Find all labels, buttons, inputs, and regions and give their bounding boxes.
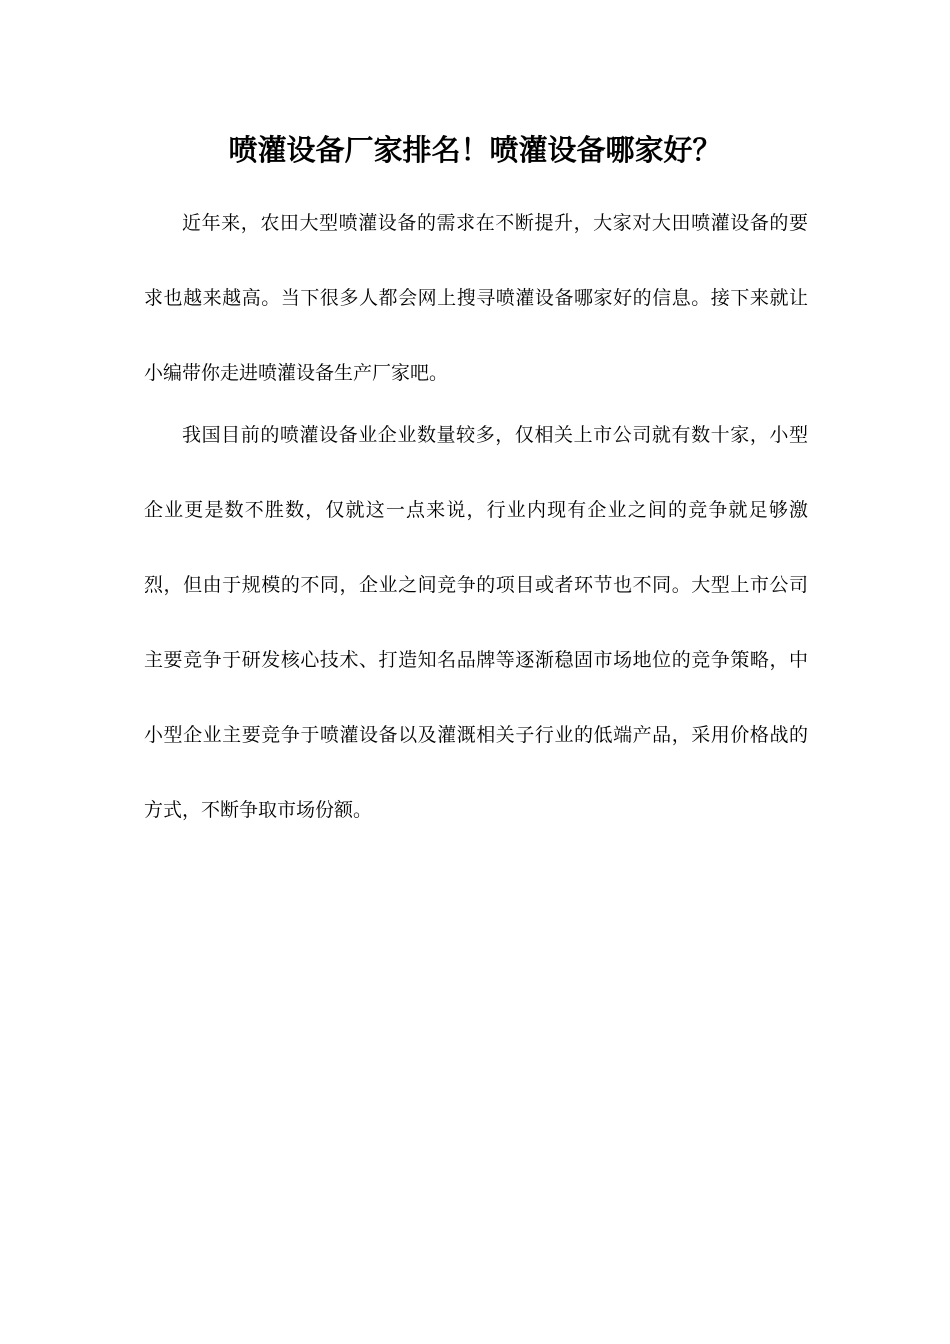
paragraph-industry-competition: 我国目前的喷灌设备业企业数量较多，仅相关上市公司就有数十家，小型企业更是数不胜数，仅就这一点来说，行业内现有企业之间的竞争就足够激烈，但由于规模的不同，企业之间竞争的项目或者环节也不同。大型上市公司主要竞争于研发核心技术、打造知名品牌等逐渐稳固市场地位的竞争策略，中小型企业主要竞争于喷灌设备以及灌溉相关子行业的低端产品，采用价格战的方式，不断争取市场份额。 — [144, 424, 808, 821]
document-title: 喷灌设备厂家排名！喷灌设备哪家好？ — [228, 133, 722, 167]
paragraph-intro: 近年来，农田大型喷灌设备的需求在不断提升，大家对大田喷灌设备的要求也越来越高。当下很多人都会网上搜寻喷灌设备哪家好的信息。接下来就让小编带你走进喷灌设备生产厂家吧。 — [144, 212, 808, 384]
